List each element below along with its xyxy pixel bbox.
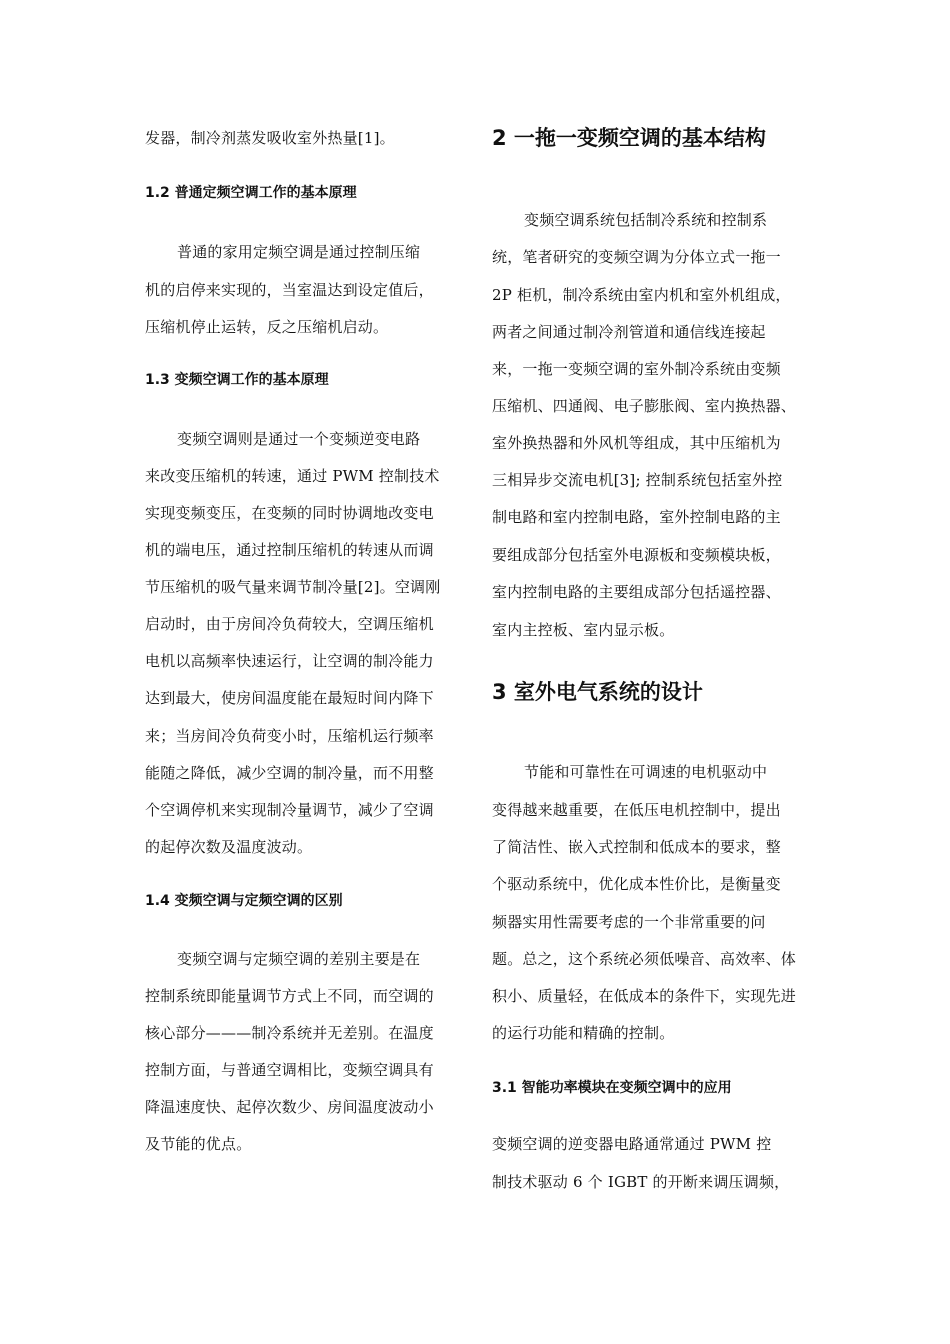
paragraph-line: 室内主控板、室内显示板。 [492, 621, 675, 639]
heading-1-4: 1.4 变频空调与定频空调的区别 [145, 893, 343, 909]
paragraph-line: 普通的家用定频空调是通过控制压缩 [177, 243, 421, 261]
paragraph-line: 电机以高频率快速运行，让空调的制冷能力 [145, 652, 434, 670]
paragraph-line: 制电路和室内控制电路，室外控制电路的主 [492, 508, 781, 526]
paragraph-line: 来；当房间冷负荷变小时，压缩机运行频率 [145, 727, 434, 745]
paragraph-line: 节能和可靠性在可调速的电机驱动中 [524, 763, 768, 781]
paragraph-line: 来改变压缩机的转速，通过 PWM 控制技术 [145, 467, 440, 485]
paragraph-line: 机的端电压，通过控制压缩机的转速从而调 [145, 541, 434, 559]
paragraph-line: 控制方面，与普通空调相比，变频空调具有 [145, 1061, 434, 1079]
paragraph-line: 能随之降低，减少空调的制冷量，而不用整 [145, 764, 434, 782]
paragraph-line: 核心部分———制冷系统并无差别。在温度 [145, 1024, 434, 1042]
heading-2: 2 一拖一变频空调的基本结构 [492, 126, 766, 150]
heading-1-3: 1.3 变频空调工作的基本原理 [145, 372, 329, 388]
paragraph-line: 积小、质量轻，在低成本的条件下，实现先进 [492, 987, 797, 1005]
heading-3-1: 3.1 智能功率模块在变频空调中的应用 [492, 1080, 732, 1096]
intro-tail-line: 发器，制冷剂蒸发吸收室外热量[1]。 [145, 129, 395, 147]
paragraph-line: 三相异步交流电机[3]; 控制系统包括室外控 [492, 471, 783, 489]
paragraph-line: 的起停次数及温度波动。 [145, 838, 313, 856]
heading-1-2: 1.2 普通定频空调工作的基本原理 [145, 185, 357, 201]
paragraph-line: 控制系统即能量调节方式上不同，而空调的 [145, 987, 434, 1005]
paragraph-line: 的运行功能和精确的控制。 [492, 1024, 675, 1042]
paragraph-line: 实现变频变压，在变频的同时协调地改变电 [145, 504, 434, 522]
paragraph-line: 题。总之，这个系统必须低噪音、高效率、体 [492, 950, 797, 968]
paragraph-line: 变频空调的逆变器电路通常通过 PWM 控 [492, 1135, 772, 1153]
paragraph-line: 室外换热器和外风机等组成，其中压缩机为 [492, 434, 781, 452]
paragraph-line: 压缩机、四通阀、电子膨胀阀、室内换热器、 [492, 397, 797, 415]
paragraph-line: 两者之间通过制冷剂管道和通信线连接起 [492, 323, 766, 341]
paragraph-line: 机的启停来实现的，当室温达到设定值后， [145, 281, 434, 299]
paragraph-line: 达到最大，使房间温度能在最短时间内降下 [145, 689, 434, 707]
paragraph-line: 制技术驱动 6 个 IGBT 的开断来调压调频， [492, 1173, 790, 1191]
paragraph-line: 个空调停机来实现制冷量调节，减少了空调 [145, 801, 434, 819]
paragraph-line: 变频空调则是通过一个变频逆变电路 [177, 430, 421, 448]
paragraph-line: 统，笔者研究的变频空调为分体立式一拖一 [492, 248, 781, 266]
paragraph-line: 启动时，由于房间冷负荷较大，空调压缩机 [145, 615, 434, 633]
paragraph-line: 及节能的优点。 [145, 1135, 252, 1153]
paragraph-line: 变频空调与定频空调的差别主要是在 [177, 950, 421, 968]
paragraph-line: 频器实用性需要考虑的一个非常重要的问 [492, 913, 766, 931]
heading-3: 3 室外电气系统的设计 [492, 680, 703, 704]
paragraph-line: 来，一拖一变频空调的室外制冷系统由变频 [492, 360, 781, 378]
paragraph-line: 2P 柜机，制冷系统由室内机和室外机组成， [492, 286, 791, 304]
paragraph-line: 变频空调系统包括制冷系统和控制系 [524, 211, 768, 229]
paragraph-line: 室内控制电路的主要组成部分包括遥控器、 [492, 583, 781, 601]
paragraph-line: 变得越来越重要，在低压电机控制中，提出 [492, 801, 781, 819]
paragraph-line: 个驱动系统中，优化成本性价比，是衡量变 [492, 875, 781, 893]
paragraph-line: 降温速度快、起停次数少、房间温度波动小 [145, 1098, 434, 1116]
paragraph-line: 节压缩机的吸气量来调节制冷量[2]。空调刚 [145, 578, 441, 596]
paragraph-line: 压缩机停止运转，反之压缩机启动。 [145, 318, 389, 336]
paragraph-line: 了简洁性、嵌入式控制和低成本的要求，整 [492, 838, 781, 856]
paragraph-line: 要组成部分包括室外电源板和变频模块板， [492, 546, 781, 564]
